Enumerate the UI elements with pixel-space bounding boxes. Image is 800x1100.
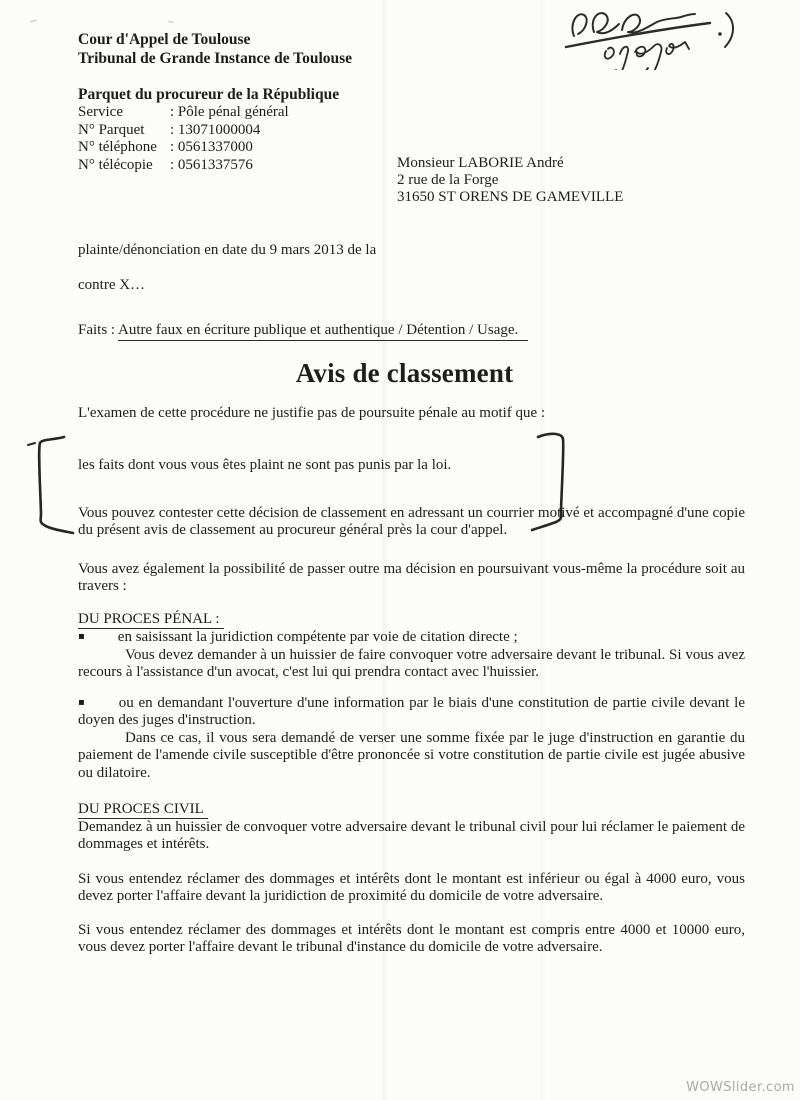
field-value: : 13071000004 <box>170 121 261 138</box>
field-service <box>78 104 745 122</box>
recipient-name: Monsieur LABORIE André <box>397 155 564 171</box>
wowslider-watermark[interactable]: WOWSlider.com <box>686 1080 795 1095</box>
field-parquet-number <box>78 122 745 140</box>
civil-paragraph: Si vous entendez réclamer des dommages et intérêts dont le montant est compris entre 4000 et 10000 euro, vous devez porter l'affaire devant le tribunal d'instance du domicile de votre adversaire. <box>78 921 745 955</box>
contest-paragraph: Vous pouvez contester cette décision de classement en adressant un courrier motivé et accompagné d'une copie du présent avis de classement au procureur général près la cour d'appel. <box>78 504 745 538</box>
court-line-2: Tribunal de Grande Instance de Toulouse <box>78 50 353 67</box>
penal-item-2 <box>78 694 745 730</box>
penal-item-1-text: en saisissant la juridiction compétente par voie de citation directe ; <box>117 629 518 645</box>
complaint-date-line: plainte/dénonciation en date du 9 mars 2013 de la <box>78 242 377 258</box>
civil-paragraph: Si vous entendez réclamer des dommages et intérêts dont le montant est inférieur ou égal à 4000 euro, vous devez porter l'affaire devant la juridiction de proximité du domicile de votre adversaire. <box>78 870 745 904</box>
penal-item-1 <box>78 628 745 647</box>
field-label: N° télécopie <box>78 156 153 173</box>
penal-section-heading <box>78 611 745 629</box>
civil-section-heading <box>78 801 745 819</box>
field-value: : 0561337576 <box>170 156 253 173</box>
square-bullet-icon: ▪ <box>78 631 85 642</box>
field-fax <box>78 157 745 175</box>
field-label: N° téléphone <box>78 139 157 155</box>
field-label: N° Parquet <box>78 121 145 138</box>
court-line-1: Cour d'Appel de Toulouse <box>78 31 251 48</box>
field-label: Service <box>78 104 123 120</box>
civil-heading-text: DU PROCES CIVIL <box>78 801 208 819</box>
document-title: Avis de classement <box>295 357 514 388</box>
penal-item-2-text: ou en demandant l'ouverture d'une information par le biais d'une constitution de partie civile devant le doyen des juges d'instruction. <box>78 694 745 728</box>
recipient-street: 2 rue de la Forge <box>397 171 499 188</box>
reason-intro: L'examen de cette procédure ne justifie pas de poursuite pénale au motif que : <box>78 404 546 421</box>
letterhead-court <box>78 30 745 68</box>
civil-paragraph: Demandez à un huissier de convoquer votre adversaire devant le tribunal civil pour lui réclamer le paiement de dommages et intérêts. <box>78 818 745 852</box>
facts-text: Autre faux en écriture publique et authentique / Détention / Usage. <box>118 322 528 341</box>
penal-item-2-detail: Dans ce cas, il vous sera demandé de verser une somme fixée par le juge d'instruction en garantie du paiement de l'amende civile susceptible d'être prononcée si votre constitution de partie civile est jugée abusive ou dilatoire. <box>78 729 745 781</box>
office-title: Parquet du procureur de la République <box>78 86 340 103</box>
options-paragraph: Vous avez également la possibilité de passer outre ma décision en poursuivant vous-même la procédure soit au travers : <box>78 560 745 594</box>
penal-item-1-detail: Vous devez demander à un huissier de faire convoquer votre adversaire devant le tribunal. Si vous avez recours à l'assistance d'un avocat, c'est lui qui prendra contact avec l'huissier. <box>78 646 745 680</box>
reason-ground: les faits dont vous vous êtes plaint ne sont pas punis par la loi. <box>78 457 452 473</box>
letter-body <box>78 0 745 957</box>
facts-line <box>78 322 745 340</box>
field-value: : Pôle pénal général <box>170 104 289 120</box>
against-line: contre X… <box>78 276 146 293</box>
left-bracket-mark <box>26 428 78 542</box>
facts-label: Faits : <box>78 322 119 338</box>
field-value: : 0561337000 <box>170 139 253 155</box>
scan-speck <box>30 19 37 22</box>
field-phone <box>78 139 745 157</box>
penal-heading-text: DU PROCES PÉNAL : <box>78 611 224 629</box>
square-bullet-icon: ▪ <box>78 696 86 708</box>
recipient-city: 31650 ST ORENS DE GAMEVILLE <box>397 188 624 205</box>
